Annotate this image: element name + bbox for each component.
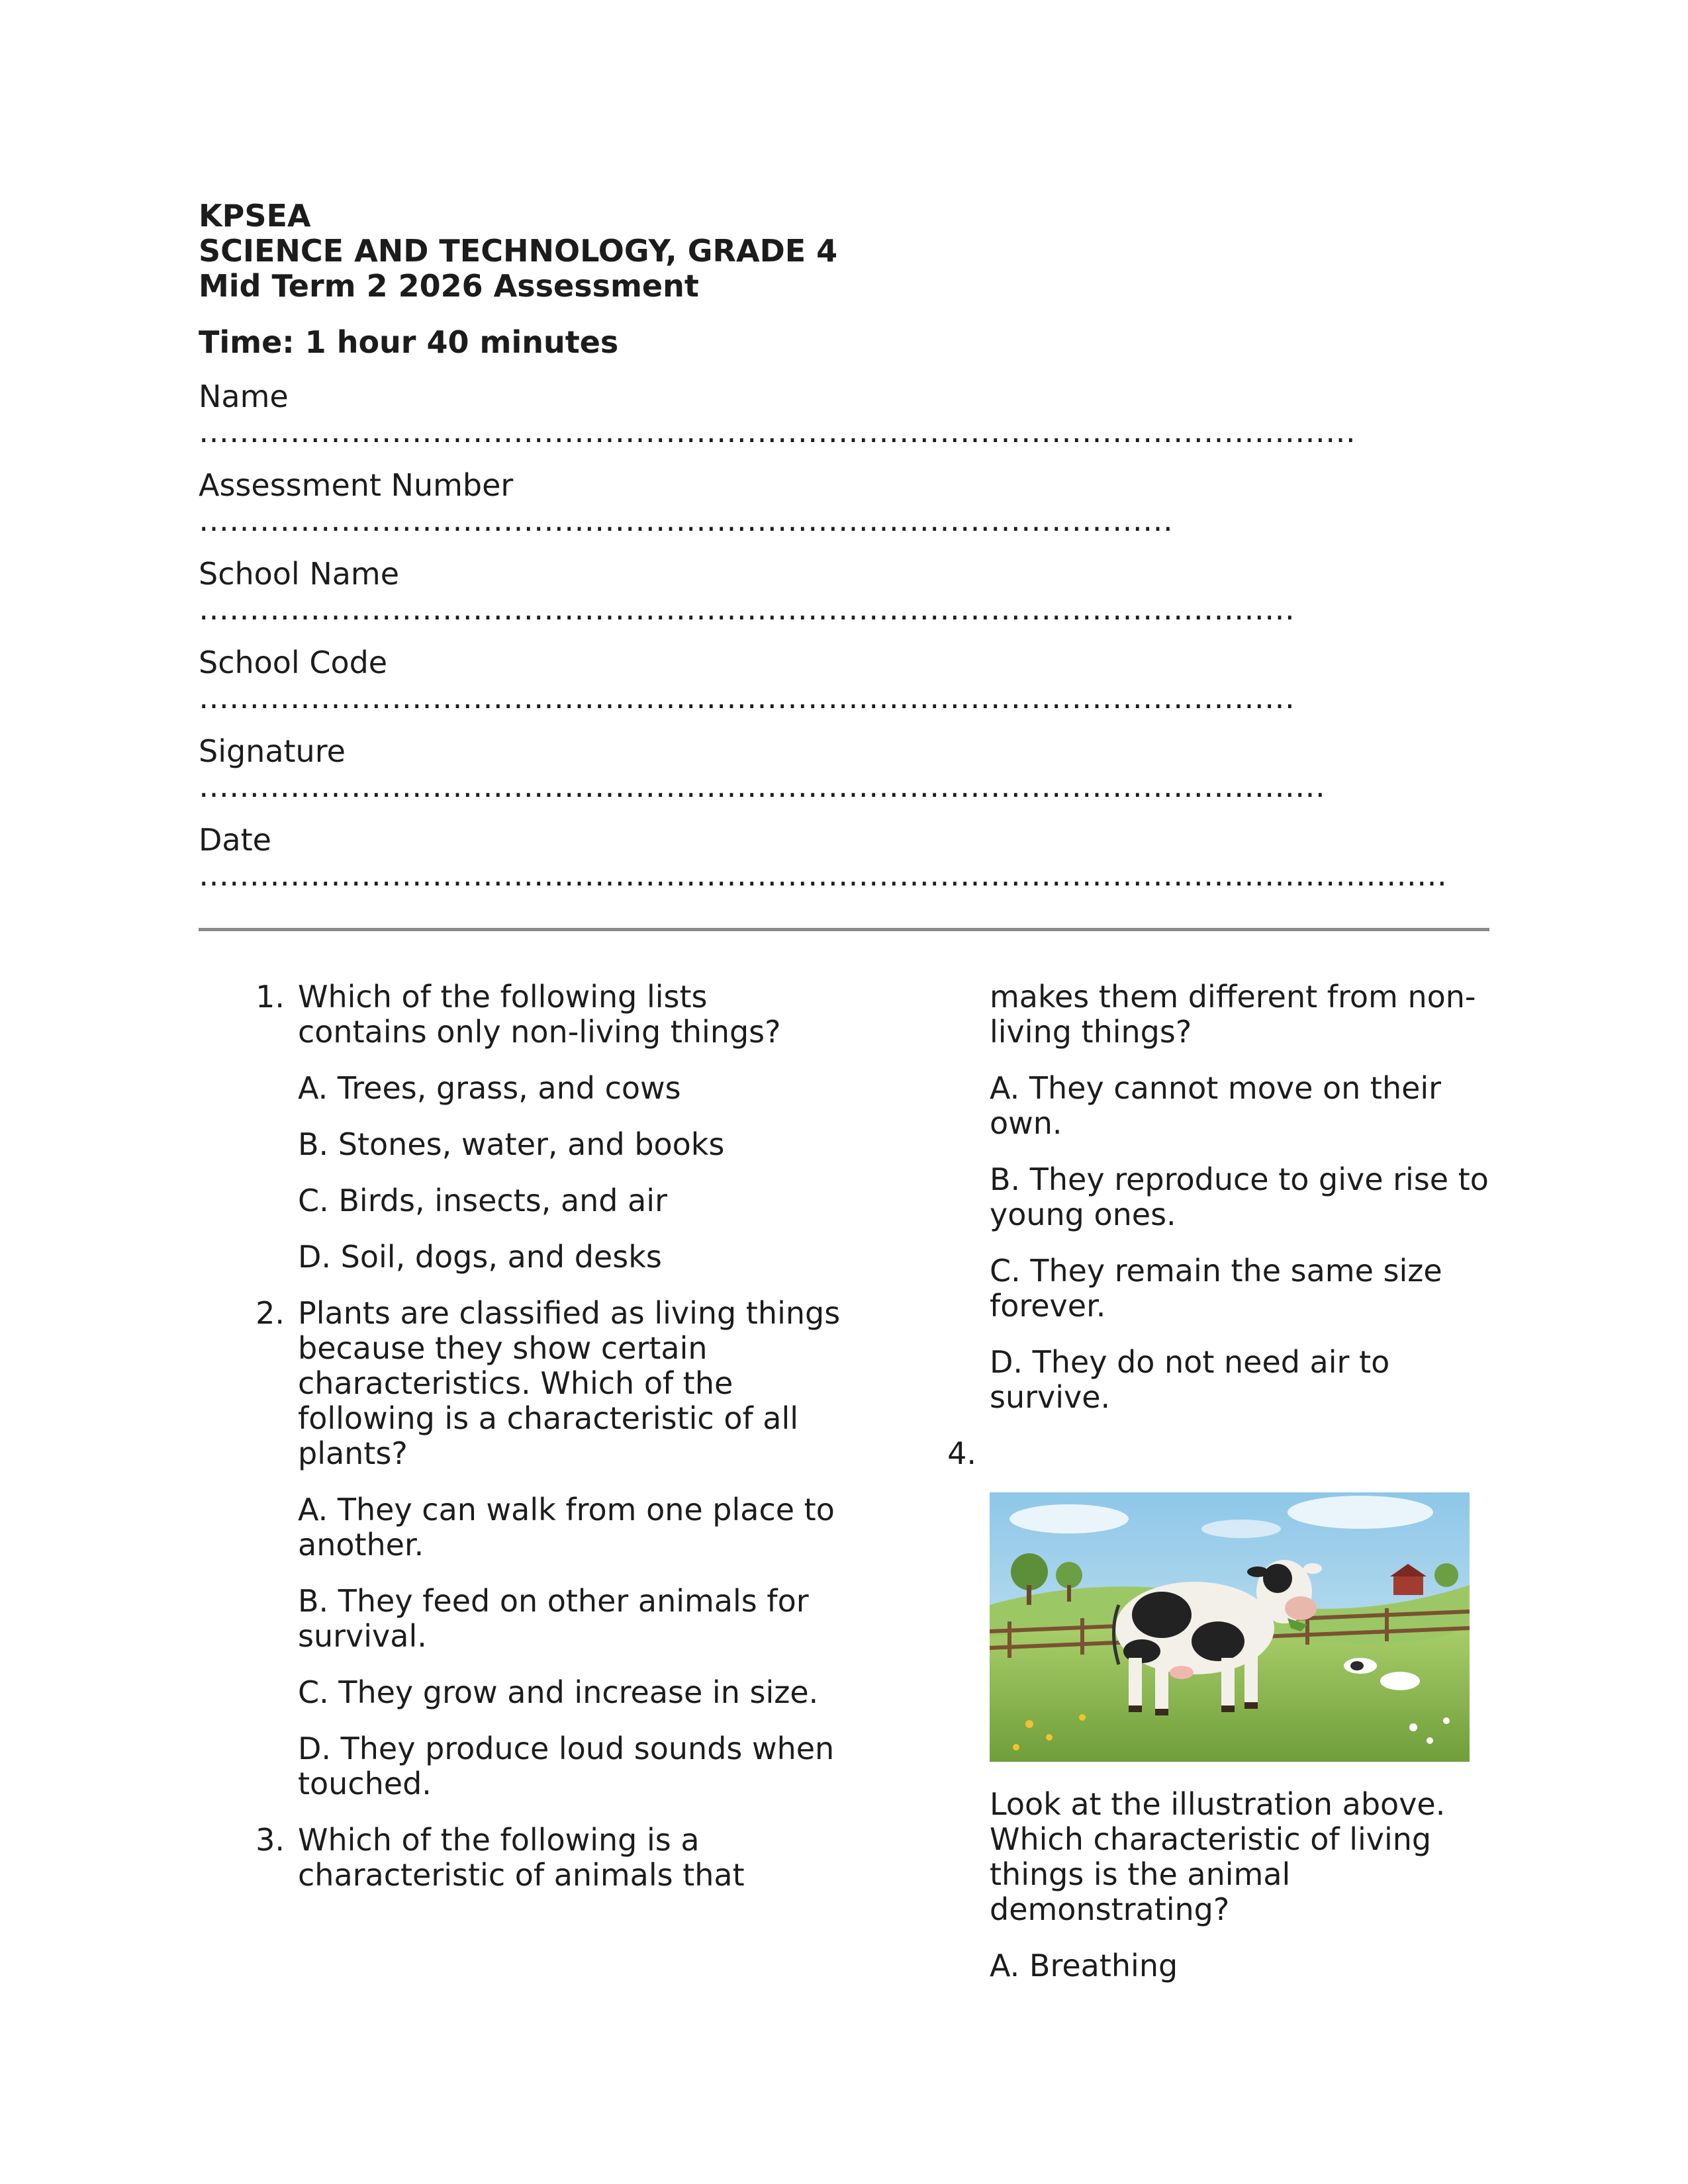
name-label: Name: [199, 379, 289, 414]
question-3-continued: [937, 979, 1489, 1415]
option-c[interactable]: C. They grow and increase in size.: [298, 1674, 819, 1710]
school-code-blank[interactable]: ………………………………………………………………………………………………: [199, 681, 1295, 714]
time-allowed: Time: 1 hour 40 minutes: [199, 324, 619, 360]
option-d[interactable]: D. They do not need air to survive.: [990, 1344, 1390, 1415]
question-2: [245, 1296, 841, 1801]
option-d[interactable]: D. They produce loud sounds when touched.: [298, 1731, 835, 1801]
assessment-number-blank[interactable]: ……………………………………………………………………………………: [199, 504, 1173, 537]
question-number: 1.: [256, 979, 285, 1015]
subject-title: SCIENCE AND TECHNOLOGY, GRADE 4: [199, 233, 838, 269]
school-code-label: School Code: [199, 645, 388, 680]
option-a[interactable]: A. They cannot move on their own.: [990, 1070, 1442, 1141]
school-name-field: [199, 556, 1489, 625]
name-field: [199, 379, 1489, 448]
option-d[interactable]: D. Soil, dogs, and desks: [298, 1239, 662, 1275]
question-text: Look at the illustration above. Which characteristic of living things is the animal demonstrating?: [990, 1786, 1446, 1927]
option-c[interactable]: C. Birds, insects, and air: [298, 1183, 667, 1218]
option-b[interactable]: B. They feed on other animals for survival.: [298, 1583, 809, 1654]
question-4: [937, 1436, 1489, 1983]
date-field: [199, 822, 1489, 891]
question-text: Which of the following is a characteristic of animals that: [298, 1822, 745, 1893]
assessment-number-label: Assessment Number: [199, 467, 514, 503]
option-a[interactable]: A. They can walk from one place to another.: [298, 1492, 835, 1563]
header-divider: [199, 928, 1489, 931]
option-a[interactable]: A. Breathing: [990, 1948, 1178, 1983]
question-number: 4.: [947, 1435, 976, 1471]
right-column: [937, 979, 1489, 1983]
question-number-spacer: [990, 1436, 1489, 1471]
signature-field: [199, 733, 1489, 803]
school-name-blank[interactable]: ………………………………………………………………………………………………: [199, 592, 1295, 625]
option-b[interactable]: B. They reproduce to give rise to young ones.: [990, 1161, 1489, 1232]
assessment-title: Mid Term 2 2026 Assessment: [199, 268, 699, 304]
exam-body: KPSEA: [199, 198, 311, 234]
school-name-label: School Name: [199, 556, 400, 592]
option-a[interactable]: A. Trees, grass, and cows: [298, 1070, 681, 1106]
school-code-field: [199, 645, 1489, 714]
question-3: [245, 1823, 841, 1893]
option-c[interactable]: C. They remain the same size forever.: [990, 1253, 1442, 1324]
question-number: 3.: [256, 1822, 285, 1858]
question-text: Which of the following lists contains only non-living things?: [298, 979, 781, 1050]
date-blank[interactable]: ……………………………………………………………………………………………………………: [199, 858, 1447, 891]
question-text: Plants are classified as living things because they show certain characteristics. Which of the following is a characteristic of all plants?: [298, 1295, 841, 1471]
cow-illustration: [990, 1492, 1470, 1762]
left-column: [245, 979, 841, 1893]
signature-label: Signature: [199, 733, 346, 769]
assessment-page: [199, 199, 1489, 891]
question-text-continued: makes them different from non-living things?: [990, 979, 1476, 1050]
name-blank[interactable]: ……………………………………………………………………………………………………: [199, 415, 1356, 448]
question-number: 2.: [256, 1295, 285, 1331]
assessment-number-field: [199, 467, 1489, 537]
option-b[interactable]: B. Stones, water, and books: [298, 1126, 725, 1162]
date-label: Date: [199, 822, 271, 858]
question-1: [245, 979, 841, 1275]
signature-blank[interactable]: …………………………………………………………………………………………………: [199, 770, 1325, 803]
